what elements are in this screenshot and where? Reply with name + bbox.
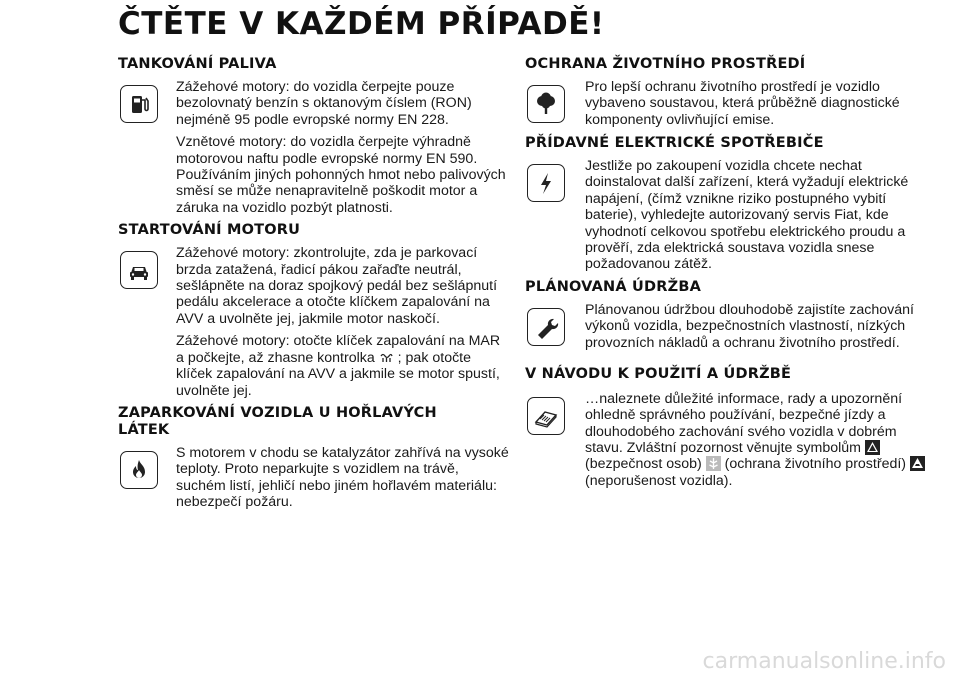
tree-icon bbox=[527, 85, 565, 123]
paragraph: Pro lepší ochranu životního prostředí je vozidlo vybaveno soustavou, která průběžně diagnostické komponenty ovlivňující emise. bbox=[585, 79, 900, 128]
watermark: carmanualsonline.info bbox=[702, 649, 946, 674]
open-book-icon bbox=[527, 397, 565, 435]
paragraph: S motorem v chodu se katalyzátor zahřívá na vysoké teploty. Proto neparkujte s vozidlem na trávě, suchém listí, jehličí nebo jiném hořlavém materiálu: nebezpečí požáru. bbox=[176, 444, 509, 511]
fuel-pump-icon bbox=[120, 85, 158, 123]
section-title: PŘÍDAVNÉ ELEKTRICKÉ SPOTŘEBIČE bbox=[525, 135, 824, 151]
section-electrical bbox=[525, 135, 925, 273]
section-maintenance bbox=[525, 279, 925, 352]
paragraph bbox=[585, 391, 925, 489]
paragraph-text: (bezpečnost osob) bbox=[585, 456, 702, 473]
paragraph-text: (neporušenost vozidla). bbox=[585, 472, 733, 489]
paragraph-text: Zážehové motory: otočte klíček zapalování na MAR a počkejte, až zhasne kontrolka bbox=[176, 333, 501, 366]
section-title: V NÁVODU K POUŽITÍ A ÚDRŽBĚ bbox=[525, 365, 792, 382]
vehicle-integrity-icon bbox=[910, 456, 925, 471]
section-manual bbox=[525, 366, 925, 489]
paragraph-text: ; pak otočte klíček zapalování na AVV a jakmile se motor spustí, uvolněte jej. bbox=[176, 349, 500, 399]
section-start bbox=[118, 222, 510, 399]
car-front-icon bbox=[120, 251, 158, 289]
lightning-icon bbox=[527, 164, 565, 202]
paragraph-text: …naleznete důležité informace, rady a upozornění ohledně správného používání, bezpečné jízdy a dlouhodobého zachování svého vozidla v dobrém stavu. Zvláštní pozornost věnujte symbolům bbox=[585, 390, 903, 457]
paragraph-text: (ochrana životního prostředí) bbox=[724, 456, 907, 473]
right-column bbox=[525, 56, 925, 495]
section-title: PLÁNOVANÁ ÚDRŽBA bbox=[525, 278, 701, 295]
section-title: OCHRANA ŽIVOTNÍHO PROSTŘEDÍ bbox=[525, 56, 806, 72]
paragraph bbox=[176, 333, 510, 399]
page-title: ČTĚTE V KAŽDÉM PŘÍPADĚ! bbox=[118, 6, 605, 42]
paragraph: Vznětové motory: do vozidla čerpejte výhradně motorovou naftu podle evropské normy EN 590. Používáním jiných pohonných hmot nebo palivových směsí se může nenapravitelně poškodit motor a záruka na vozidlo pozbýt platnosti. bbox=[176, 134, 506, 216]
section-title: TANKOVÁNÍ PALIVA bbox=[118, 56, 277, 72]
section-environment bbox=[525, 56, 925, 129]
left-column bbox=[118, 56, 510, 517]
paragraph: Jestliže po zakoupení vozidla chcete nechat doinstalovat další zařízení, která vyžadují elektrické napájení, (čímž vznikne riziko postupného vybití baterie), vyhledejte autorizovaný servis Fiat, kde vyhodnotí celkovou spotřebu elektrického proudu a prověří, zda elektrická soustava vozidla snese požadovanou zátěž. bbox=[585, 158, 909, 273]
paragraph: Zážehové motory: do vozidla čerpejte pouze bezolovnatý benzín s oktanovým číslem (RON) nejméně 95 podle evropské normy EN 228. bbox=[176, 79, 472, 128]
paragraph: Plánovanou údržbou dlouhodobě zajistíte zachování výkonů vozidla, bezpečnostních vlastností, nízkých provozních nákladů a ochranu životního prostředí. bbox=[585, 301, 914, 351]
safety-warning-icon bbox=[865, 440, 880, 455]
glow-plug-icon bbox=[379, 350, 394, 365]
section-parking bbox=[118, 405, 510, 511]
paragraph: Zážehové motory: zkontrolujte, zda je parkovací brzda zatažená, řadicí pákou zařaďte neutrál, sešlápněte na doraz spojkový pedál bez sešlápnutí pedálu akcelerace a otočte klíčkem zapalování na AVV a uvolněte jej, jakmile motor naskočí. bbox=[176, 245, 498, 327]
environment-symbol-icon bbox=[706, 456, 721, 471]
section-title: ZAPARKOVÁNÍ VOZIDLA U HOŘLAVÝCH LÁTEK bbox=[118, 404, 437, 438]
flame-icon bbox=[120, 451, 158, 489]
wrench-icon bbox=[527, 308, 565, 346]
section-title: STARTOVÁNÍ MOTORU bbox=[118, 222, 301, 239]
section-fuel bbox=[118, 56, 510, 216]
